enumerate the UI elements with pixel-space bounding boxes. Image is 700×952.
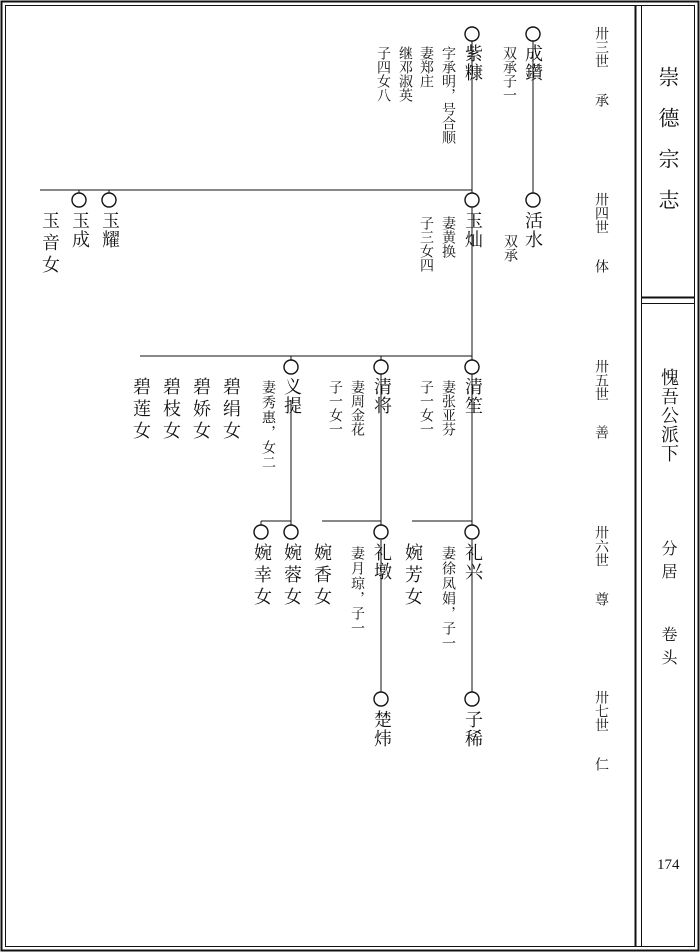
generation-33-number: 卅三世 (593, 26, 609, 68)
page-number: 174 (657, 857, 680, 873)
subtitle-fenju: 分居 (659, 540, 678, 586)
member-name: 子稀 (462, 710, 483, 748)
member-name: 碧莲女 (130, 377, 151, 443)
generation-37-character: 仁 (593, 757, 609, 771)
member-name: 紫糠 (462, 44, 483, 82)
member-name: 清将 (371, 377, 392, 415)
member-name: 玉音女 (39, 211, 60, 277)
member-name: 碧娇女 (190, 377, 211, 443)
member-name: 婉香女 (311, 543, 332, 609)
member-name: 清笙 (462, 377, 483, 415)
member-note: 双承子一 (501, 46, 517, 102)
member-name: 楚炜 (371, 710, 392, 748)
member-note: 妻黄换 (440, 216, 456, 258)
section-title: 愧吾公派下 (658, 368, 679, 463)
member-note: 子四女八 (375, 46, 391, 102)
member-note: 妻周金花 (349, 380, 365, 436)
member-name: 礼兴 (462, 543, 483, 581)
member-note: 妻郑庄 (418, 46, 434, 88)
generation-36-number: 卅六世 (593, 525, 609, 567)
generation-35-character: 善 (593, 425, 609, 439)
member-name: 玉耀 (99, 211, 120, 249)
book-title: 崇德宗志 (656, 66, 680, 230)
member-note: 妻月琼，子一 (349, 546, 365, 636)
member-name: 义提 (281, 377, 302, 415)
member-note: 妻张亚芬 (440, 380, 456, 436)
member-note: 继邓淑英 (397, 46, 413, 102)
member-name: 婉芳女 (402, 543, 423, 609)
subtitle-juantou: 卷头 (659, 626, 678, 672)
member-note: 妻徐凤娟，子一 (440, 546, 456, 651)
generation-34-character: 体 (593, 259, 609, 273)
member-note: 妻秀惠，女二 (260, 380, 276, 470)
generation-37-number: 卅七世 (593, 690, 609, 732)
generation-34-number: 卅四世 (593, 192, 609, 234)
member-name: 婉幸女 (251, 543, 272, 609)
member-note: 子一女一 (327, 380, 343, 436)
member-name: 活水 (522, 211, 543, 249)
member-note: 子三女四 (418, 216, 434, 272)
member-name: 碧枝女 (160, 377, 181, 443)
generation-36-character: 尊 (593, 592, 609, 606)
member-name: 成鑽 (522, 44, 543, 82)
member-note: 双承 (502, 234, 518, 262)
member-name: 婉蓉女 (281, 543, 302, 609)
member-name: 玉成 (69, 211, 90, 249)
generation-33-character: 承 (593, 93, 609, 107)
member-name: 礼墩 (371, 543, 392, 581)
member-note: 字承明，号合顺 (440, 46, 456, 144)
member-name: 玉灿 (462, 211, 483, 249)
generation-35-number: 卅五世 (593, 359, 609, 401)
member-name: 碧绢女 (220, 377, 241, 443)
member-note: 子一女一 (418, 380, 434, 436)
